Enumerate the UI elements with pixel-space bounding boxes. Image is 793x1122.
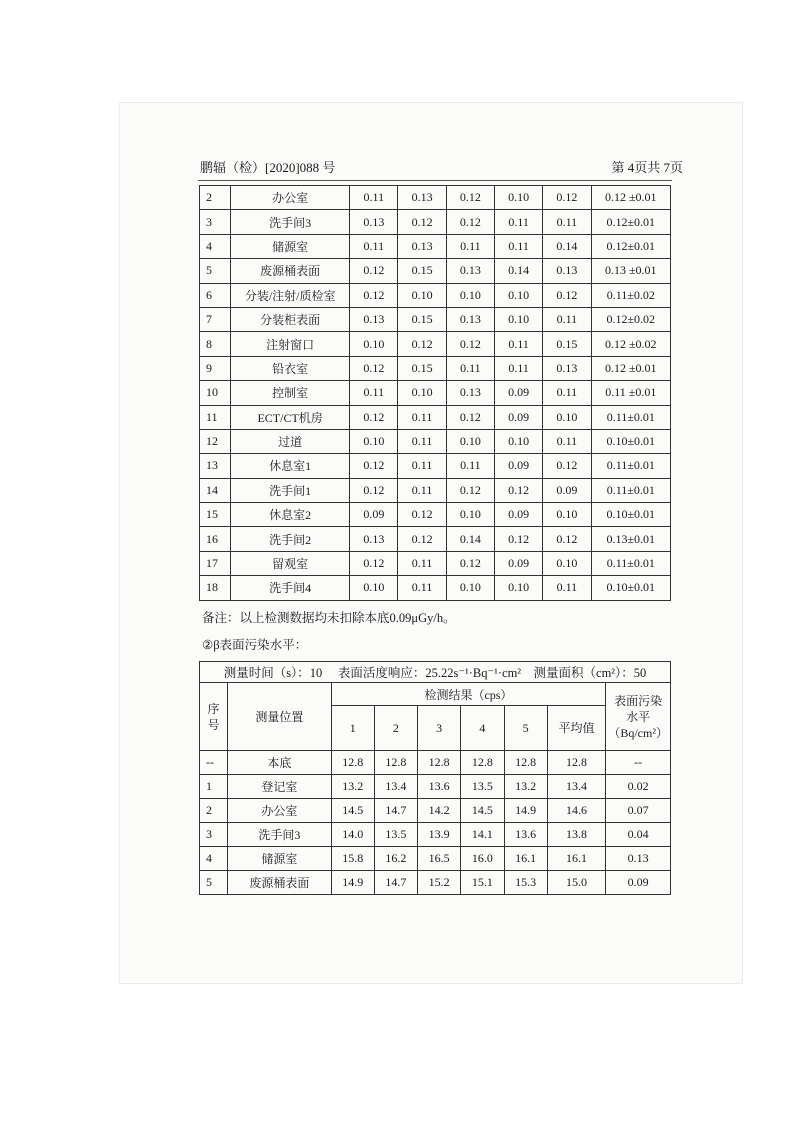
location-cell: 废源桶表面 — [231, 259, 350, 283]
reading-cell: 0.10 — [398, 283, 446, 307]
average-cell: 0.12 ±0.02 — [591, 332, 670, 356]
reading-cell: 14.5 — [461, 799, 504, 823]
location-cell: 办公室 — [231, 186, 350, 210]
reading-cell: 0.13 — [446, 307, 494, 331]
reading-cell: 14.9 — [331, 871, 374, 895]
reading-cell: 0.10 — [350, 332, 398, 356]
reading-cell: 0.10 — [494, 307, 542, 331]
reading-cell: 0.10 — [446, 503, 494, 527]
location-cell: 洗手间3 — [228, 823, 332, 847]
serial-no: 11 — [200, 405, 231, 429]
table-row — [200, 381, 671, 405]
serial-no: 3 — [200, 210, 231, 234]
reading-cell: 16.1 — [547, 847, 606, 871]
subheader-cell: 5 — [504, 706, 547, 751]
table-row — [200, 186, 671, 210]
serial-no: 5 — [200, 259, 231, 283]
location-cell: 洗手间3 — [231, 210, 350, 234]
reading-cell: 0.09 — [494, 454, 542, 478]
reading-cell: 13.9 — [418, 823, 461, 847]
serial-no: 6 — [200, 283, 231, 307]
table-row — [200, 234, 671, 258]
reading-cell: 0.10 — [494, 429, 542, 453]
table-row — [200, 871, 671, 895]
reading-cell: 0.12 — [350, 478, 398, 502]
contamination-level-cell: 0.02 — [606, 775, 671, 799]
reading-cell: 0.12 — [494, 527, 542, 551]
reading-cell: 13.4 — [547, 775, 606, 799]
reading-cell: 0.13 — [543, 356, 591, 380]
serial-no: 4 — [200, 234, 231, 258]
serial-no: 17 — [200, 551, 231, 575]
serial-no: 18 — [200, 576, 231, 600]
contamination-level-cell: 0.07 — [606, 799, 671, 823]
reading-cell: 0.09 — [350, 503, 398, 527]
reading-cell: 0.10 — [543, 405, 591, 429]
contamination-level-cell: 0.09 — [606, 871, 671, 895]
reading-cell: 13.4 — [374, 775, 417, 799]
contamination-level-cell: 0.04 — [606, 823, 671, 847]
serial-no: 8 — [200, 332, 231, 356]
header-contamination-level: 表面污染水平（Bq/cm²） — [606, 683, 671, 751]
reading-cell: 0.10 — [494, 186, 542, 210]
location-cell: 洗手间4 — [231, 576, 350, 600]
page-indicator: 第 4页共 7页 — [611, 160, 683, 175]
reading-cell: 0.11 — [398, 478, 446, 502]
reading-cell: 0.12 — [446, 405, 494, 429]
average-cell: 0.10±0.01 — [591, 429, 670, 453]
location-cell: 休息室2 — [231, 503, 350, 527]
table-row — [200, 210, 671, 234]
average-cell: 0.11±0.01 — [591, 405, 670, 429]
reading-cell: 0.09 — [543, 478, 591, 502]
location-cell: 分装柜表面 — [231, 307, 350, 331]
serial-no: 2 — [200, 186, 231, 210]
reading-cell: 0.13 — [350, 527, 398, 551]
reading-cell: 0.12 — [350, 283, 398, 307]
remark-note: 备注：以上检测数据均未扣除本底0.09μGy/h。 — [202, 611, 456, 625]
surface-contamination-table — [199, 661, 671, 895]
reading-cell: 0.11 — [350, 381, 398, 405]
reading-cell: 0.11 — [446, 356, 494, 380]
section-subtitle: ②β表面污染水平： — [202, 638, 308, 652]
serial-no: 15 — [200, 503, 231, 527]
location-cell: ECT/CT机房 — [231, 405, 350, 429]
table-row — [200, 259, 671, 283]
serial-no: 2 — [200, 799, 228, 823]
reading-cell: 14.5 — [331, 799, 374, 823]
location-cell: 洗手间1 — [231, 478, 350, 502]
subheader-cell: 4 — [461, 706, 504, 751]
reading-cell: 0.10 — [494, 283, 542, 307]
reading-cell: 0.10 — [350, 576, 398, 600]
location-cell: 废源桶表面 — [228, 871, 332, 895]
reading-cell: 0.12 — [350, 259, 398, 283]
reading-cell: 12.8 — [547, 751, 606, 775]
serial-no: 12 — [200, 429, 231, 453]
reading-cell: 0.12 — [446, 478, 494, 502]
reading-cell: 0.15 — [398, 259, 446, 283]
average-cell: 0.10±0.01 — [591, 576, 670, 600]
reading-cell: 0.10 — [494, 576, 542, 600]
reading-cell: 0.13 — [398, 234, 446, 258]
reading-cell: 0.11 — [398, 429, 446, 453]
reading-cell: 0.13 — [350, 210, 398, 234]
reading-cell: 13.6 — [418, 775, 461, 799]
reading-cell: 0.12 — [446, 186, 494, 210]
reading-cell: 0.09 — [494, 503, 542, 527]
reading-cell: 0.10 — [543, 503, 591, 527]
serial-no: 9 — [200, 356, 231, 380]
reading-cell: 0.10 — [398, 381, 446, 405]
reading-cell: 12.8 — [331, 751, 374, 775]
location-cell: 本底 — [228, 751, 332, 775]
reading-cell: 0.09 — [494, 381, 542, 405]
reading-cell: 14.0 — [331, 823, 374, 847]
serial-no: 7 — [200, 307, 231, 331]
contamination-level-cell: 0.13 — [606, 847, 671, 871]
serial-no: -- — [200, 751, 228, 775]
serial-no: 14 — [200, 478, 231, 502]
reading-cell: 0.10 — [543, 551, 591, 575]
reading-cell: 0.09 — [494, 551, 542, 575]
table-row — [200, 307, 671, 331]
location-cell: 铅衣室 — [231, 356, 350, 380]
reading-cell: 0.12 — [494, 478, 542, 502]
reading-cell: 0.13 — [350, 307, 398, 331]
location-cell: 储源室 — [231, 234, 350, 258]
average-cell: 0.11±0.02 — [591, 283, 670, 307]
reading-cell: 0.12 — [398, 332, 446, 356]
serial-no: 10 — [200, 381, 231, 405]
reading-cell: 16.0 — [461, 847, 504, 871]
reading-cell: 0.11 — [494, 332, 542, 356]
location-cell: 办公室 — [228, 799, 332, 823]
table-header-row — [200, 683, 671, 706]
reading-cell: 13.5 — [461, 775, 504, 799]
reading-cell: 13.8 — [547, 823, 606, 847]
table-row — [200, 527, 671, 551]
reading-cell: 0.15 — [398, 307, 446, 331]
average-cell: 0.11±0.01 — [591, 551, 670, 575]
reading-cell: 12.8 — [374, 751, 417, 775]
reading-cell: 0.12 — [398, 503, 446, 527]
reading-cell: 0.13 — [543, 259, 591, 283]
reading-cell: 0.12 — [543, 283, 591, 307]
reading-cell: 13.6 — [504, 823, 547, 847]
reading-cell: 0.11 — [543, 307, 591, 331]
reading-cell: 0.11 — [494, 356, 542, 380]
reading-cell: 0.12 — [446, 210, 494, 234]
reading-cell: 16.1 — [504, 847, 547, 871]
reading-cell: 14.7 — [374, 871, 417, 895]
reading-cell: 0.09 — [494, 405, 542, 429]
location-cell: 储源室 — [228, 847, 332, 871]
reading-cell: 15.3 — [504, 871, 547, 895]
reading-cell: 0.11 — [494, 210, 542, 234]
reading-cell: 15.8 — [331, 847, 374, 871]
subheader-cell: 1 — [331, 706, 374, 751]
reading-cell: 0.12 — [398, 210, 446, 234]
table-row — [200, 799, 671, 823]
reading-cell: 0.14 — [543, 234, 591, 258]
reading-cell: 14.2 — [418, 799, 461, 823]
table-row — [200, 332, 671, 356]
reading-cell: 12.8 — [461, 751, 504, 775]
reading-cell: 0.14 — [494, 259, 542, 283]
reading-cell: 0.11 — [543, 210, 591, 234]
reading-cell: 15.1 — [461, 871, 504, 895]
reading-cell: 0.10 — [446, 429, 494, 453]
average-cell: 0.12 ±0.01 — [591, 186, 670, 210]
reading-cell: 13.2 — [331, 775, 374, 799]
reading-cell: 0.11 — [543, 576, 591, 600]
reading-cell: 14.1 — [461, 823, 504, 847]
reading-cell: 0.15 — [398, 356, 446, 380]
header-rule — [198, 180, 672, 181]
reading-cell: 0.10 — [446, 576, 494, 600]
location-cell: 控制室 — [231, 381, 350, 405]
reading-cell: 0.12 — [398, 527, 446, 551]
table-row — [200, 503, 671, 527]
location-cell: 分装/注射/质检室 — [231, 283, 350, 307]
reading-cell: 12.8 — [504, 751, 547, 775]
table-meta-row — [200, 662, 671, 683]
reading-cell: 0.11 — [398, 576, 446, 600]
table-row — [200, 478, 671, 502]
serial-no: 5 — [200, 871, 228, 895]
header-location: 测量位置 — [228, 683, 332, 751]
reading-cell: 0.12 — [543, 527, 591, 551]
reading-cell: 0.12 — [350, 551, 398, 575]
table-row — [200, 751, 671, 775]
reading-cell: 15.0 — [547, 871, 606, 895]
reading-cell: 0.11 — [398, 405, 446, 429]
reading-cell: 0.12 — [446, 551, 494, 575]
reading-cell: 0.11 — [446, 454, 494, 478]
measurement-parameters: 测量时间（s）：10 表面活度响应：25.22s⁻¹·Bq⁻¹·cm² 测量面积（cm²）：50 — [200, 662, 671, 683]
reading-cell: 0.11 — [446, 234, 494, 258]
reading-cell: 15.2 — [418, 871, 461, 895]
serial-no: 4 — [200, 847, 228, 871]
average-cell: 0.12 ±0.01 — [591, 356, 670, 380]
reading-cell: 0.12 — [543, 454, 591, 478]
table-row — [200, 551, 671, 575]
reading-cell: 0.11 — [398, 551, 446, 575]
reading-cell: 0.12 — [350, 356, 398, 380]
location-cell: 洗手间2 — [231, 527, 350, 551]
reading-cell: 0.12 — [543, 186, 591, 210]
reading-cell: 0.13 — [446, 259, 494, 283]
reading-cell: 0.11 — [543, 429, 591, 453]
average-cell: 0.12±0.01 — [591, 210, 670, 234]
reading-cell: 0.12 — [350, 405, 398, 429]
table-row — [200, 283, 671, 307]
reading-cell: 0.11 — [543, 381, 591, 405]
reading-cell: 0.11 — [398, 454, 446, 478]
reading-cell: 14.6 — [547, 799, 606, 823]
serial-no: 16 — [200, 527, 231, 551]
location-cell: 登记室 — [228, 775, 332, 799]
contamination-level-cell: -- — [606, 751, 671, 775]
average-cell: 0.12±0.01 — [591, 234, 670, 258]
average-cell: 0.11 ±0.01 — [591, 381, 670, 405]
average-cell: 0.10±0.01 — [591, 503, 670, 527]
reading-cell: 0.11 — [494, 234, 542, 258]
reading-cell: 0.11 — [350, 186, 398, 210]
table-row — [200, 405, 671, 429]
header-results: 检测结果（cps） — [331, 683, 606, 706]
reading-cell: 16.5 — [418, 847, 461, 871]
reading-cell: 0.10 — [350, 429, 398, 453]
table-row — [200, 454, 671, 478]
table-row — [200, 775, 671, 799]
reading-cell: 13.2 — [504, 775, 547, 799]
reading-cell: 0.12 — [446, 332, 494, 356]
table-row — [200, 576, 671, 600]
table-row — [200, 429, 671, 453]
average-cell: 0.11±0.01 — [591, 478, 670, 502]
table-row — [200, 356, 671, 380]
subheader-cell: 3 — [418, 706, 461, 751]
reading-cell: 0.11 — [350, 234, 398, 258]
header-serial-no: 序号 — [200, 683, 228, 751]
reading-cell: 0.15 — [543, 332, 591, 356]
subheader-cell: 平均值 — [547, 706, 606, 751]
serial-no: 3 — [200, 823, 228, 847]
table-row — [200, 847, 671, 871]
average-cell: 0.11±0.01 — [591, 454, 670, 478]
reading-cell: 0.14 — [446, 527, 494, 551]
report-number: 鹏辐（检）[2020]088 号 — [200, 160, 336, 175]
location-cell: 过道 — [231, 429, 350, 453]
location-cell: 留观室 — [231, 551, 350, 575]
location-cell: 休息室1 — [231, 454, 350, 478]
reading-cell: 0.10 — [446, 283, 494, 307]
subheader-cell: 2 — [374, 706, 417, 751]
serial-no: 13 — [200, 454, 231, 478]
reading-cell: 16.2 — [374, 847, 417, 871]
reading-cell: 14.9 — [504, 799, 547, 823]
reading-cell: 0.13 — [446, 381, 494, 405]
reading-cell: 0.12 — [350, 454, 398, 478]
reading-cell: 0.13 — [398, 186, 446, 210]
average-cell: 0.13 ±0.01 — [591, 259, 670, 283]
serial-no: 1 — [200, 775, 228, 799]
table-row — [200, 823, 671, 847]
average-cell: 0.12±0.02 — [591, 307, 670, 331]
location-cell: 注射窗口 — [231, 332, 350, 356]
reading-cell: 12.8 — [418, 751, 461, 775]
reading-cell: 14.7 — [374, 799, 417, 823]
dose-rate-table — [199, 185, 671, 601]
average-cell: 0.13±0.01 — [591, 527, 670, 551]
reading-cell: 13.5 — [374, 823, 417, 847]
